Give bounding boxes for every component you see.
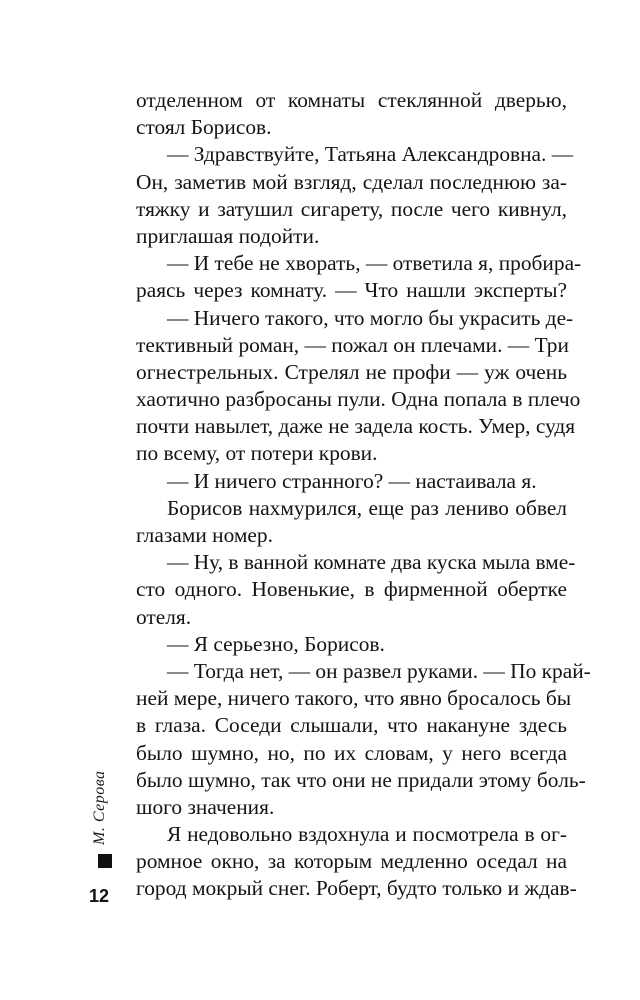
text-line: огнестрельных. Стрелял не профи — уж очень — [136, 359, 567, 384]
text-line: — Я серьезно, Борисов. — [167, 631, 385, 656]
text-line: приглашая подойти. — [136, 223, 320, 248]
page-number: 12 — [89, 886, 110, 906]
body-text — [136, 87, 591, 903]
text-line: — Здравствуйте, Татьяна Александровна. — — [167, 142, 574, 167]
text-line: по всему, от потери крови. — [136, 441, 378, 466]
text-line: хаотично разбросаны пули. Одна попала в плечо — [136, 387, 581, 412]
text-line: Он, заметив мой взгляд, сделал последнюю за- — [136, 169, 567, 194]
margin-square-marker — [98, 854, 112, 868]
text-line: стоял Борисов. — [136, 115, 272, 140]
text-line: тективный роман, — пожал он плечами. — Три — [136, 332, 569, 357]
text-line: в глаза. Соседи слышали, что накануне здесь — [136, 713, 567, 738]
text-line: отделенном от комнаты стеклянной дверью, — [136, 88, 567, 112]
text-line: — Ничего такого, что могло бы украсить де- — [167, 305, 574, 330]
text-line: сто одного. Новенькие, в фирменной обертке — [136, 577, 567, 602]
text-line: раясь через комнату. — Что нашли эксперты? — [136, 278, 567, 303]
text-line: Борисов нахмурился, еще раз лениво обвел — [167, 495, 567, 520]
text-line: — И тебе не хворать, — ответила я, пробира- — [167, 251, 582, 276]
text-line: почти навылет, даже не задела кость. Умер, судя — [136, 414, 576, 439]
text-line: тяжку и затушил сигарету, после чего кивнул, — [136, 196, 567, 221]
text-line: было шумно, так что они не придали этому боль- — [136, 767, 586, 792]
text-line: глазами номер. — [136, 523, 273, 547]
running-author: М. Серова — [91, 770, 108, 845]
text-line: — И ничего странного? — настаивала я. — [167, 468, 537, 493]
text-line: шого значения. — [136, 794, 275, 819]
text-line: было шумно, но, по их словам, у него всегда — [136, 740, 567, 765]
text-line: город мокрый снег. Роберт, будто только и ждав- — [136, 876, 577, 901]
text-line: Я недовольно вздохнула и посмотрела в ог- — [167, 822, 567, 847]
text-line: ромное окно, за которым медленно оседал на — [136, 849, 567, 874]
text-line: ней мере, ничего такого, что явно бросалось бы — [136, 686, 572, 711]
text-line: — Тогда нет, — он развел руками. — По край- — [167, 658, 591, 683]
text-line: — Ну, в ванной комнате два куска мыла вме- — [167, 550, 576, 575]
text-line: отеля. — [136, 604, 192, 629]
